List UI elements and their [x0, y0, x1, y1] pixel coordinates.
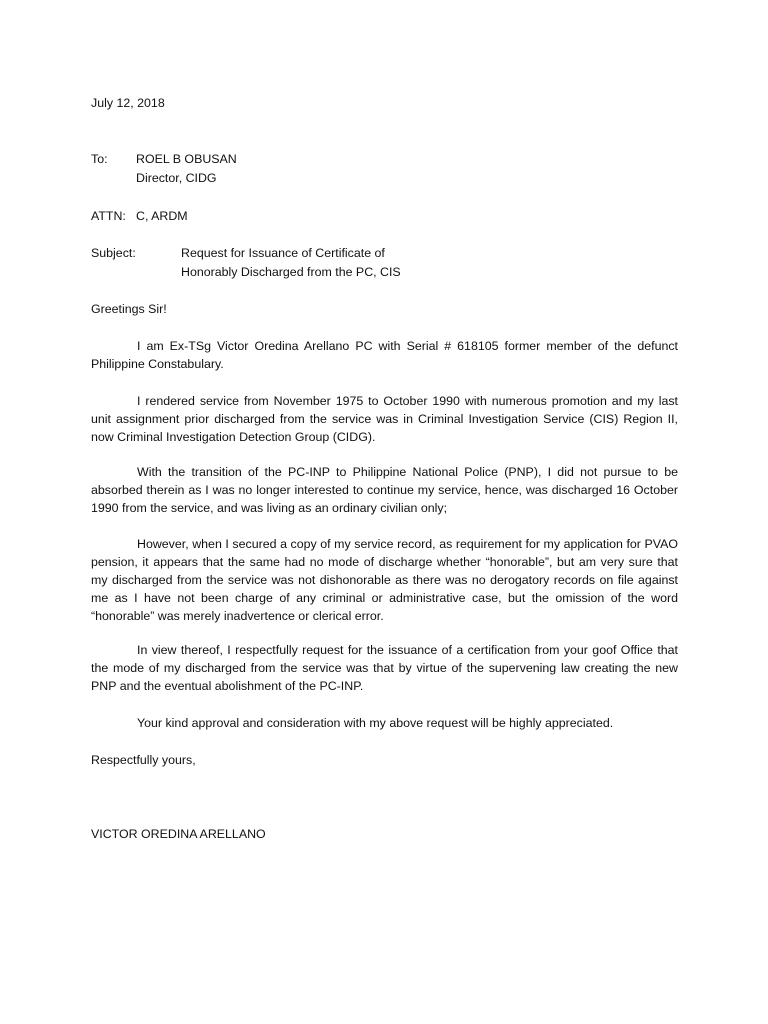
- body-paragraph-5: In view thereof, I respectfully request for the issuance of a certification from your goof Office that the mode of my discharged from the service was that by virtue of the supervening law creating the new PNP and the eventual abolishment of the PC-INP.: [91, 643, 678, 693]
- greeting: Greetings Sir!: [91, 302, 167, 316]
- body-paragraph-4: However, when I secured a copy of my service record, as requirement for my application for PVAO pension, it appears that the same had no mode of discharge whether “honorable”, but am very sure that my discharged from the service was not dishonorable as there was no derogatory records on file against me as I have not been charge of any criminal or administrative case, but the omission of the word “honorable” was merely inadvertence or clerical error.: [91, 537, 678, 623]
- subject-line-2: Honorably Discharged from the PC, CIS: [181, 265, 401, 279]
- body-paragraph-6: Your kind approval and consideration with my above request will be highly appreciated.: [137, 716, 614, 730]
- to-label: To:: [91, 152, 108, 166]
- attn-label: ATTN:: [91, 209, 126, 223]
- recipient-name: ROEL B OBUSAN: [136, 152, 237, 166]
- body-paragraph-2: I rendered service from November 1975 to October 1990 with numerous promotion and my last unit assignment prior discharged from the service was in Criminal Investigation Service (CIS) Region II, now Criminal Investigation Detection Group (CIDG).: [91, 394, 678, 444]
- body-paragraph-1: I am Ex-TSg Victor Oredina Arellano PC with Serial # 618105 former member of the defunct Philippine Constabulary.: [91, 339, 678, 371]
- letter-date: July 12, 2018: [91, 96, 165, 110]
- closing: Respectfully yours,: [91, 753, 196, 767]
- subject-line-1: Request for Issuance of Certificate of: [181, 246, 385, 260]
- recipient-title: Director, CIDG: [136, 171, 217, 185]
- subject-label: Subject:: [91, 246, 136, 260]
- signatory-name: VICTOR OREDINA ARELLANO: [91, 827, 266, 841]
- attn-value: C, ARDM: [136, 209, 188, 223]
- body-paragraph-3: With the transition of the PC-INP to Philippine National Police (PNP), I did not pursue to be absorbed therein as I was no longer interested to continue my service, hence, was discharged 16 October 1990 from the service, and was living as an ordinary civilian only;: [91, 465, 678, 515]
